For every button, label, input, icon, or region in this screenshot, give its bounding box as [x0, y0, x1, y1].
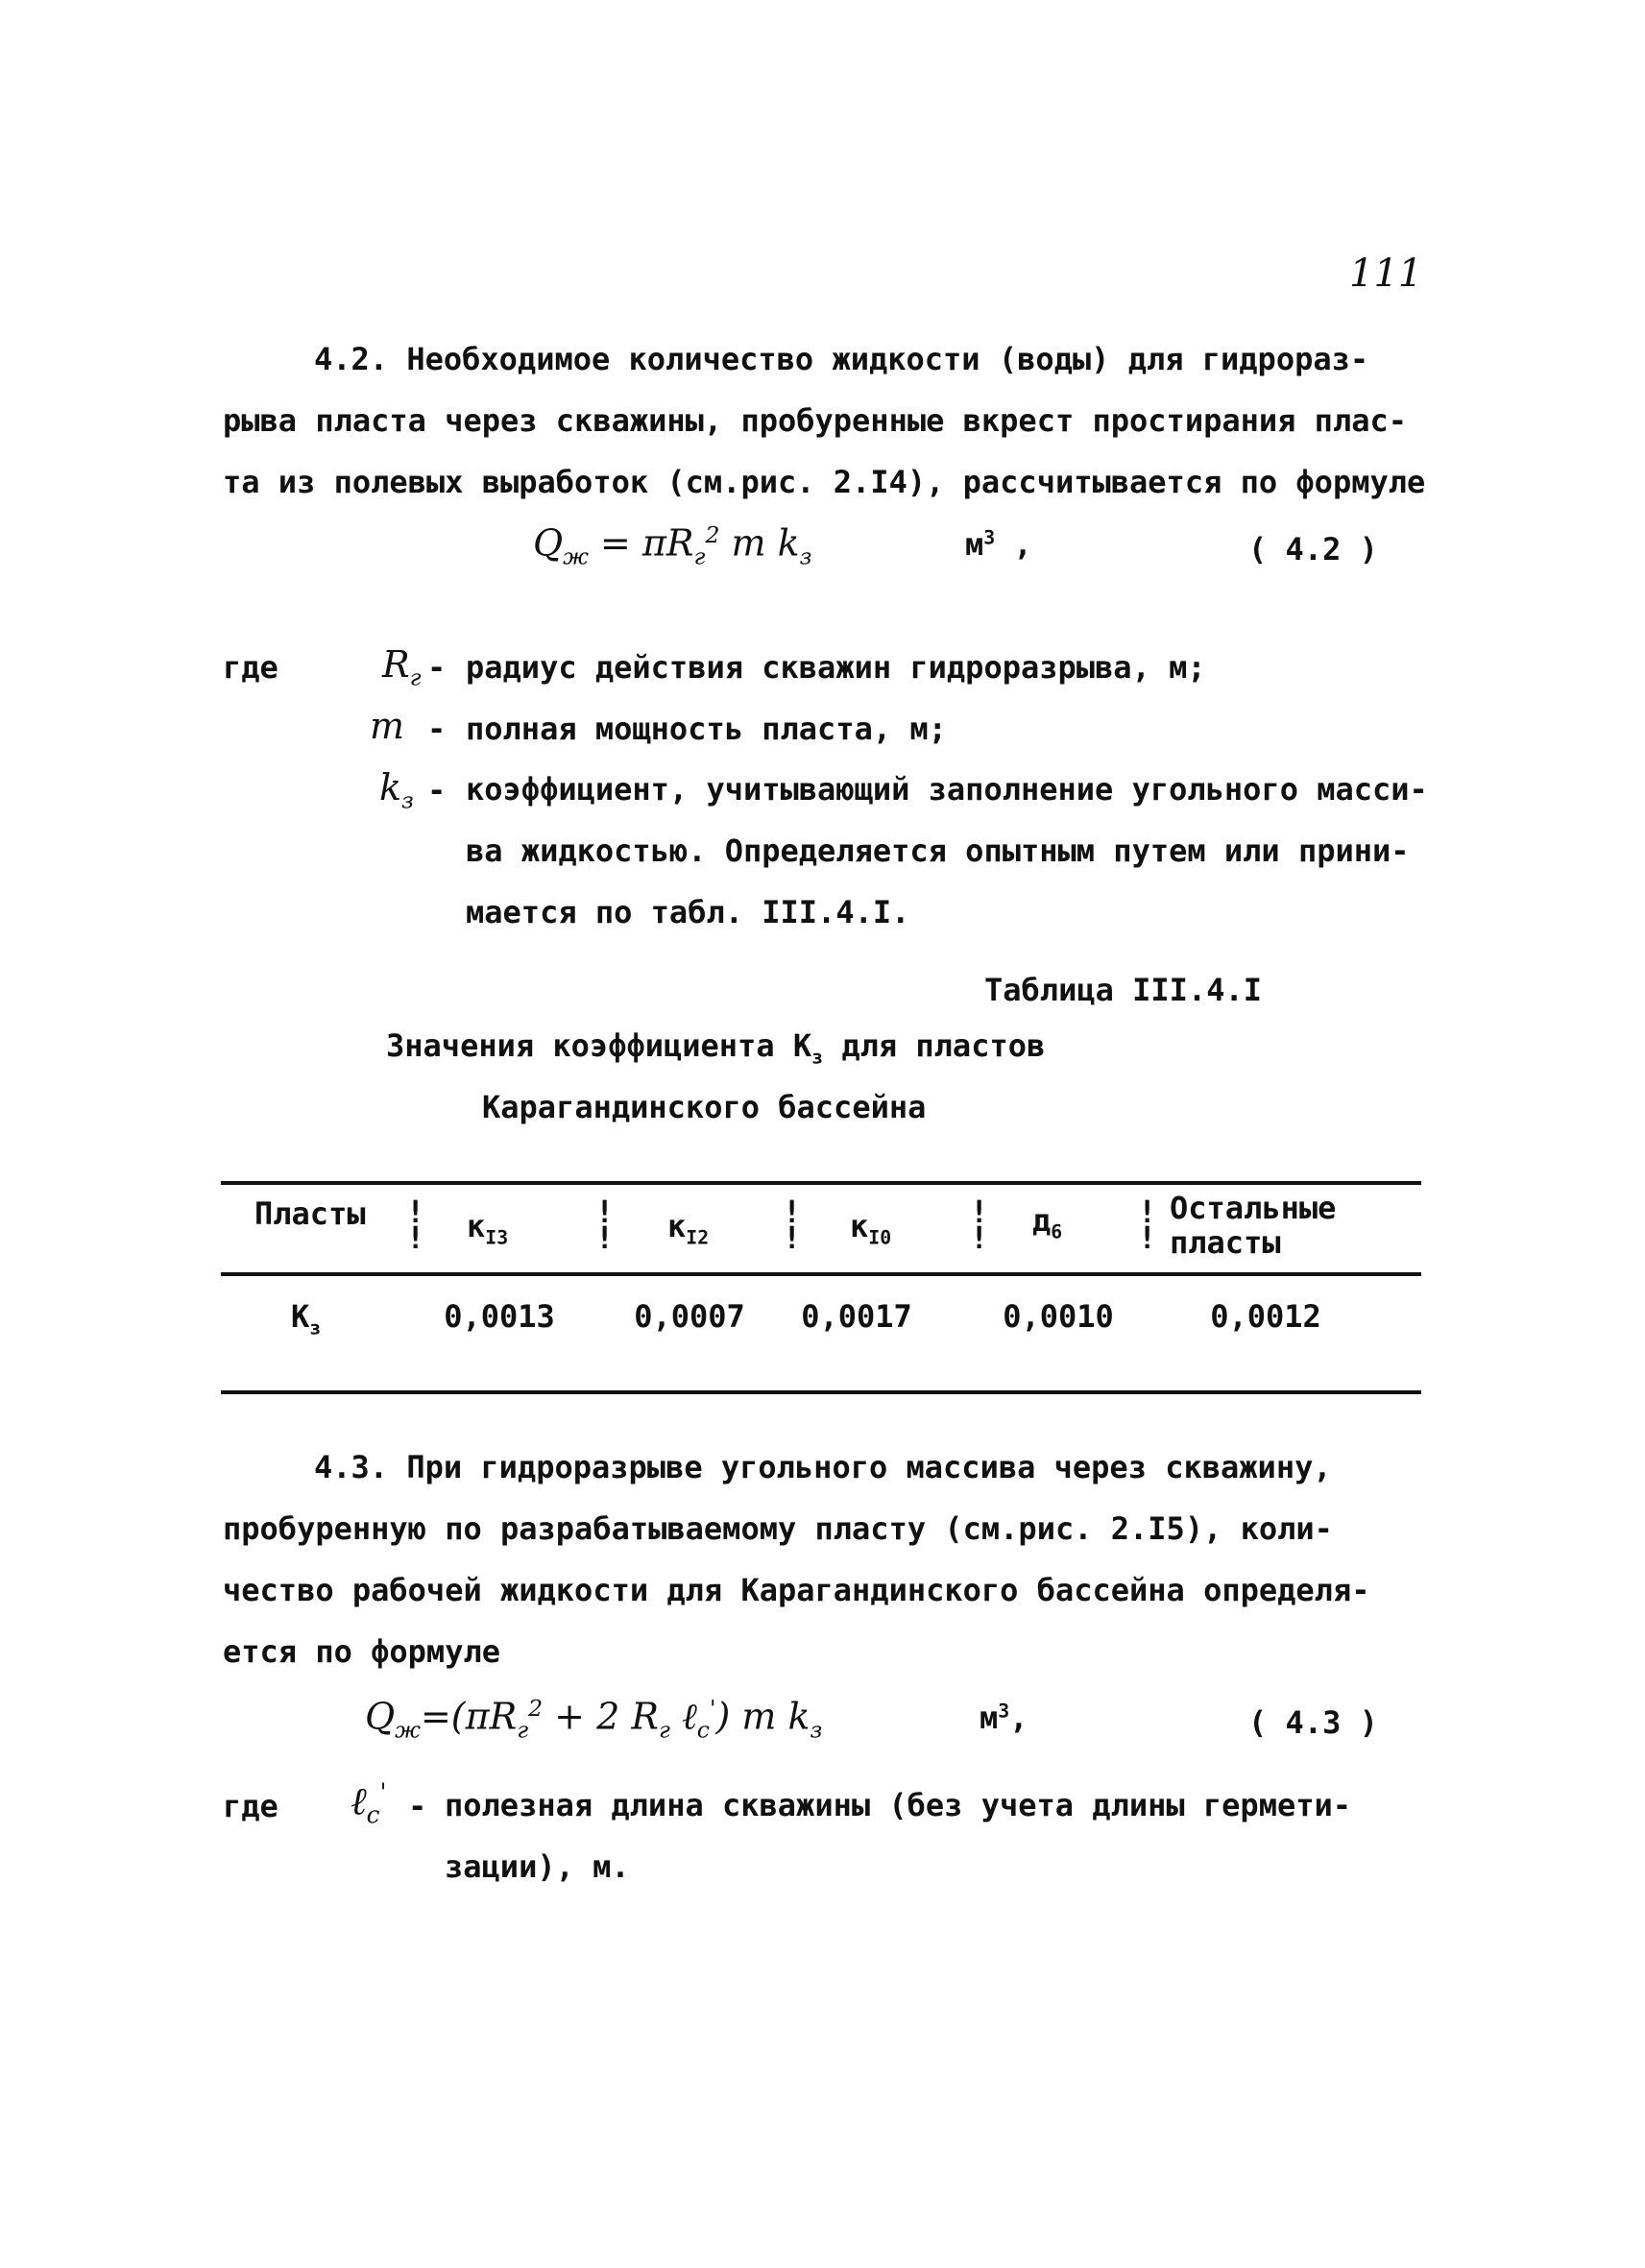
definition-line: мается по табл. III.4.I. — [466, 894, 910, 930]
symbol-text: ℓ — [351, 1779, 367, 1824]
unit-superscript: 3 — [998, 1700, 1010, 1723]
definition-thickness: полная мощность пласта, м; — [466, 711, 947, 747]
table-title-line-2: Карагандинского бассейна — [482, 1089, 927, 1125]
formula-term: m k — [719, 521, 800, 565]
table-cell-k13: 0,0013 — [444, 1298, 555, 1335]
column-separator: ! — [406, 1194, 425, 1230]
column-separator: ! — [783, 1219, 802, 1256]
formula-superscript: ' — [709, 1695, 716, 1722]
definition-line: коэффициент, учитывающий заполнение угольного масси- — [466, 771, 1428, 808]
table-title-subscript: з — [811, 1046, 824, 1069]
formula-superscript: 2 — [528, 1695, 544, 1722]
symbol-text: k — [379, 766, 402, 808]
column-separator: ! — [970, 1194, 989, 1230]
unit-text: м — [980, 1700, 999, 1736]
column-separator: ! — [595, 1194, 615, 1230]
unit-suffix: , — [995, 526, 1032, 563]
column-separator: ! — [595, 1219, 615, 1256]
formula-subscript: г — [693, 543, 706, 570]
header-text: к — [467, 1208, 486, 1244]
page-number: 111 — [1349, 252, 1423, 296]
column-separator: ! — [970, 1219, 989, 1256]
symbol-subscript: г — [409, 664, 422, 691]
symbol-r-g — [382, 643, 422, 691]
formula-term: ) m k — [715, 1695, 810, 1738]
table-header-plasty: Пласты — [254, 1195, 366, 1232]
paragraph-line: чество рабочей жидкости для Карагандинского бассейна определя- — [223, 1572, 1370, 1608]
formula-subscript: з — [799, 543, 812, 570]
table-cell-other: 0,0012 — [1210, 1298, 1321, 1335]
paragraph-line: та из полевых выработок (см.рис. 2.I4), рассчитывается по формуле — [223, 464, 1426, 500]
definition-line: зации), м. — [445, 1848, 630, 1885]
symbol-text: R — [382, 643, 410, 686]
formula-term: Q — [365, 1695, 396, 1738]
formula-4-3-unit — [980, 1700, 1028, 1736]
formula-subscript: ж — [563, 543, 589, 570]
section-4-2-paragraph — [223, 328, 1471, 513]
formula-term: = πR — [600, 521, 694, 565]
unit-superscript: 3 — [983, 526, 996, 549]
table-header-other — [1170, 1191, 1336, 1260]
formula-superscript: 2 — [705, 521, 720, 548]
header-text: Остальные — [1170, 1190, 1337, 1226]
definition-line: полезная длина скважины (без учета длины гермети- — [445, 1787, 1352, 1823]
symbol-superscript: ' — [379, 1778, 387, 1806]
table-cell-k12: 0,0007 — [634, 1298, 745, 1335]
table-header-k12 — [667, 1208, 709, 1248]
column-separator: ! — [406, 1219, 425, 1256]
table-header-d6 — [1032, 1202, 1062, 1243]
formula-subscript: з — [810, 1716, 823, 1744]
header-subscript: I2 — [686, 1226, 710, 1249]
table-header-k13 — [467, 1208, 508, 1248]
table-bottom-rule — [221, 1390, 1421, 1394]
unit-text: м — [965, 526, 984, 563]
formula-4-2 — [533, 521, 812, 569]
formula-4-3-number: ( 4.3 ) — [1248, 1704, 1378, 1741]
column-separator: ! — [1138, 1219, 1157, 1256]
paragraph-line: рыва пласта через скважины, пробуренные вкрест простирания плас- — [223, 402, 1407, 439]
formula-term: + 2 R — [543, 1695, 659, 1738]
paragraph-line: пробуренную по разрабатываемому пласту (см.рис. 2.I5), коли- — [223, 1510, 1333, 1547]
table-top-rule — [221, 1181, 1421, 1185]
table-header-k10 — [850, 1208, 891, 1248]
paragraph-line: 4.3. При гидроразрыве угольного массива через скважину, — [314, 1449, 1332, 1485]
column-separator: ! — [783, 1194, 802, 1230]
unit-suffix: , — [1009, 1700, 1028, 1736]
definition-dash: - — [408, 1788, 427, 1824]
row-label-text: К — [291, 1298, 310, 1335]
table-label: Таблица III.4.I — [984, 972, 1262, 1008]
header-subscript: I3 — [485, 1226, 509, 1249]
column-separator: ! — [1138, 1194, 1157, 1230]
where-label: где — [223, 649, 278, 686]
header-subscript: I0 — [868, 1226, 892, 1249]
row-label-subscript: з — [309, 1316, 322, 1339]
table-title-line-1 — [386, 1027, 1045, 1068]
symbol-text: m — [370, 705, 405, 747]
formula-subscript: ж — [395, 1716, 421, 1744]
formula-term: Q — [533, 521, 564, 565]
formula-term: ℓ — [669, 1695, 697, 1738]
symbol-subscript: з — [401, 786, 414, 814]
formula-subscript: г — [658, 1716, 670, 1744]
symbol-l-c — [351, 1778, 386, 1828]
symbol-subscript: с — [366, 1800, 380, 1829]
paragraph-line: ется по формуле — [223, 1633, 500, 1670]
table-row-label — [291, 1298, 321, 1339]
where-label: где — [223, 1788, 278, 1824]
formula-4-3 — [365, 1695, 822, 1743]
formula-term: =(πR — [420, 1695, 518, 1738]
formula-4-2-unit — [965, 526, 1032, 563]
table-cell-d6: 0,0010 — [1003, 1298, 1114, 1335]
header-text: к — [850, 1208, 869, 1244]
table-title-text: Значения коэффициента К — [386, 1027, 812, 1064]
formula-4-2-number: ( 4.2 ) — [1248, 531, 1378, 567]
symbol-k-z — [379, 766, 414, 814]
header-text: пласты — [1170, 1224, 1281, 1261]
formula-subscript: г — [517, 1716, 529, 1744]
definition-coefficient — [466, 759, 1484, 943]
definition-useful-length — [445, 1774, 1453, 1897]
definition-dash: - — [427, 772, 447, 808]
definition-line: ва жидкостью. Определяется опытным путем или прини- — [466, 832, 1410, 869]
definition-radius: радиус действия скважин гидроразрыва, м; — [466, 649, 1206, 686]
section-4-3-paragraph — [223, 1436, 1471, 1682]
header-subscript: 6 — [1051, 1220, 1063, 1243]
symbol-m — [370, 705, 404, 747]
formula-subscript: с — [696, 1716, 710, 1744]
table-cell-k10: 0,0017 — [801, 1298, 912, 1335]
definition-dash: - — [427, 711, 447, 747]
paragraph-line: 4.2. Необходимое количество жидкости (воды) для гидрораз- — [314, 341, 1369, 377]
header-text: д — [1032, 1202, 1052, 1239]
header-text: к — [667, 1208, 687, 1244]
table-title-text: для пластов — [823, 1027, 1046, 1064]
definition-dash: - — [427, 649, 447, 686]
table-header-rule — [221, 1272, 1421, 1276]
